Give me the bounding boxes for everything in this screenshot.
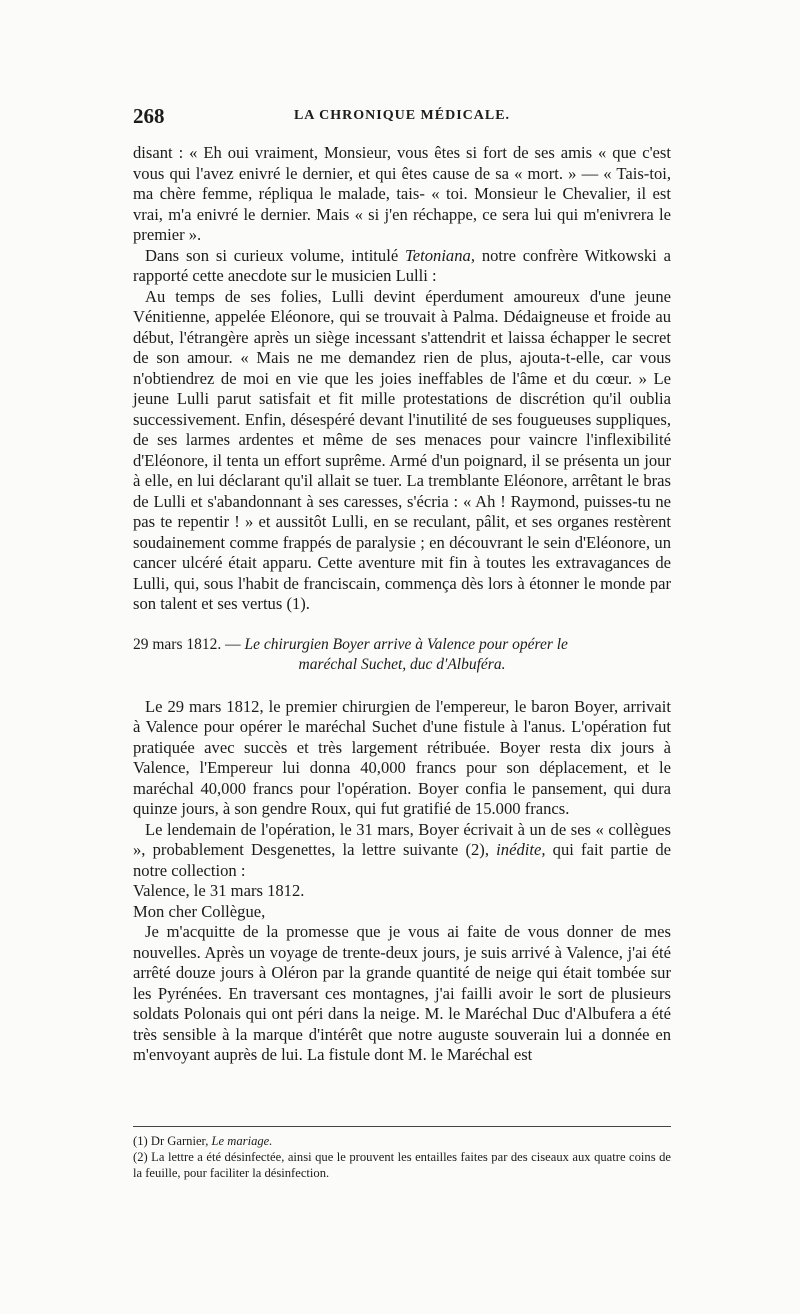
page-number: 268: [133, 104, 165, 128]
book-title-tetoniana: Tetoniana,: [405, 245, 475, 265]
paragraph-witkowski: [133, 246, 671, 287]
paragraph-letter-body: Je m'acquitte de la promesse que je vous ai faite de vous donner de mes nouvelles. Après un voyage de trente-deux jours, je suis arrivé à Valence, j'ai été arrêté douze jours à Oléron par la grande quantité de neige qui était tombée sur les Pyrénées. En traversant ces montagnes, j'ai failli avoir le sort de plusieurs soldats Polonais qui ont péri dans la neige. M. le Maréchal Duc d'Albufera a été très sensible à la marque d'intérêt que notre auguste souverain lui a donnée en m'envoyant auprès de lui. La fistule dont M. le Maréchal est: [133, 922, 671, 1064]
letter-salutation: Mon cher Collègue,: [133, 901, 266, 921]
section-heading-line1: [133, 635, 671, 655]
footnote-1: [133, 1133, 671, 1149]
footnote-1-title: Le mariage.: [211, 1134, 273, 1148]
paragraph-lulli-anecdote: Au temps de ses folies, Lulli devint éperdument amoureux d'une jeune Vénitienne, appelée Eléonore, qui se trouvait à Palma. Dédaigneuse et froide au début, l'étrangère après un siège incessant s'attendrit et laissa échapper le secret de son amour. « Mais ne me demandez rien de plus, ajouta-t-elle, car vous n'obtiendrez de moi en vie que les joies ineffables de l'âme et du cœur. » Le jeune Lulli parut satisfait et fit mille protestations de discrétion qu'il oublia successivement. Enfin, désespéré devant l'inutilité de ses fougueuses suppliques, de ses larmes ardentes et même de ses menaces pour vaincre l'inflexibilité d'Eléonore, il tenta un effort suprême. Armé d'un poignard, il se présenta un jour à elle, en lui déclarant qu'il allait se tuer. La tremblante Eléonore, arrêtant le bras de Lulli et s'abandonnant à ses caresses, s'écria : « Ah ! Raymond, puisses-tu ne pas te repentir ! » et aussitôt Lulli, en se reculant, pâlit, et ses organes restèrent soudainement comme frappés de paralysie ; en découvrant le sein d'Eléonore, un cancer ulcéré était apparu. Cette aventure mit fin à toutes les extravagances de Lulli, qui, sous l'habit de franciscain, commença dès lors à étonner le monde par son talent et ses vertus (1).: [133, 286, 671, 613]
section-date: 29 mars 1812. —: [133, 635, 245, 653]
section-heading: [133, 635, 671, 675]
section-title-part2: maréchal Suchet, duc d'Albuféra.: [298, 655, 506, 673]
paragraph-letter-intro-end: qui fait partie de notre collection :: [133, 840, 671, 880]
footnotes: [133, 1126, 671, 1181]
word-inedite: inédite,: [496, 840, 546, 859]
footnote-1-author: Dr Garnier,: [150, 1134, 212, 1148]
running-head: LA CHRONIQUE MÉDICALE.: [293, 108, 511, 123]
paragraph-witkowski-end: notre confrère Witkowski a rapporté cette anecdote sur le musicien Lulli :: [133, 245, 671, 285]
paragraph-witkowski-start: Dans son si curieux volume, intitulé: [145, 245, 406, 265]
section-title-part1: Le chirurgien Boyer arrive à Valence pour opérer le: [244, 635, 568, 653]
footnote-2: (2) La lettre a été désinfectée, ainsi que le prouvent les entailles faites par des ciseaux aux quatre coins de la feuille, pour faciliter la désinfection.: [133, 1150, 671, 1180]
footnote-1-number: (1): [133, 1134, 151, 1148]
footnote-rule: [133, 1126, 671, 1127]
paragraph-quote-end: disant : « Eh oui vraiment, Monsieur, vous êtes si fort de ses amis « que c'est vous qui l'avez enivré le dernier, et qui êtes cause de sa « mort. » — « Tais-toi, ma chère femme, répliqua le malade, tais- « toi. Monsieur le Chevalier, il est vrai, m'a enivré le dernier. Mais « si j'en réchappe, ce sera lui qui m'enivrera le premier ».: [133, 143, 671, 244]
paragraph-letter-intro: [133, 820, 671, 882]
page-header: [133, 104, 671, 130]
letter-dateline: Valence, le 31 mars 1812.: [133, 881, 305, 900]
paragraph-boyer-arrival: Le 29 mars 1812, le premier chirurgien de l'empereur, le baron Boyer, arrivait à Valence pour opérer le maréchal Suchet d'une fistule à l'anus. L'opération fut pratiquée avec succès et très largement rétribuée. Boyer resta dix jours à Valence, l'Empereur lui donna 40,000 francs pour son déplacement, et le maréchal 40,000 francs pour l'opération. Boyer confia le pansement, qui dura quinze jours, à son gendre Roux, qui fut gratifié de 15.000 francs.: [133, 696, 671, 818]
paragraph-letter-intro-start: Le lendemain de l'opération, le 31 mars, Boyer écrivait à un de ses « collègues », probablement Desgenettes, la lettre suivante (2),: [133, 819, 671, 859]
body-text: [133, 143, 671, 1066]
